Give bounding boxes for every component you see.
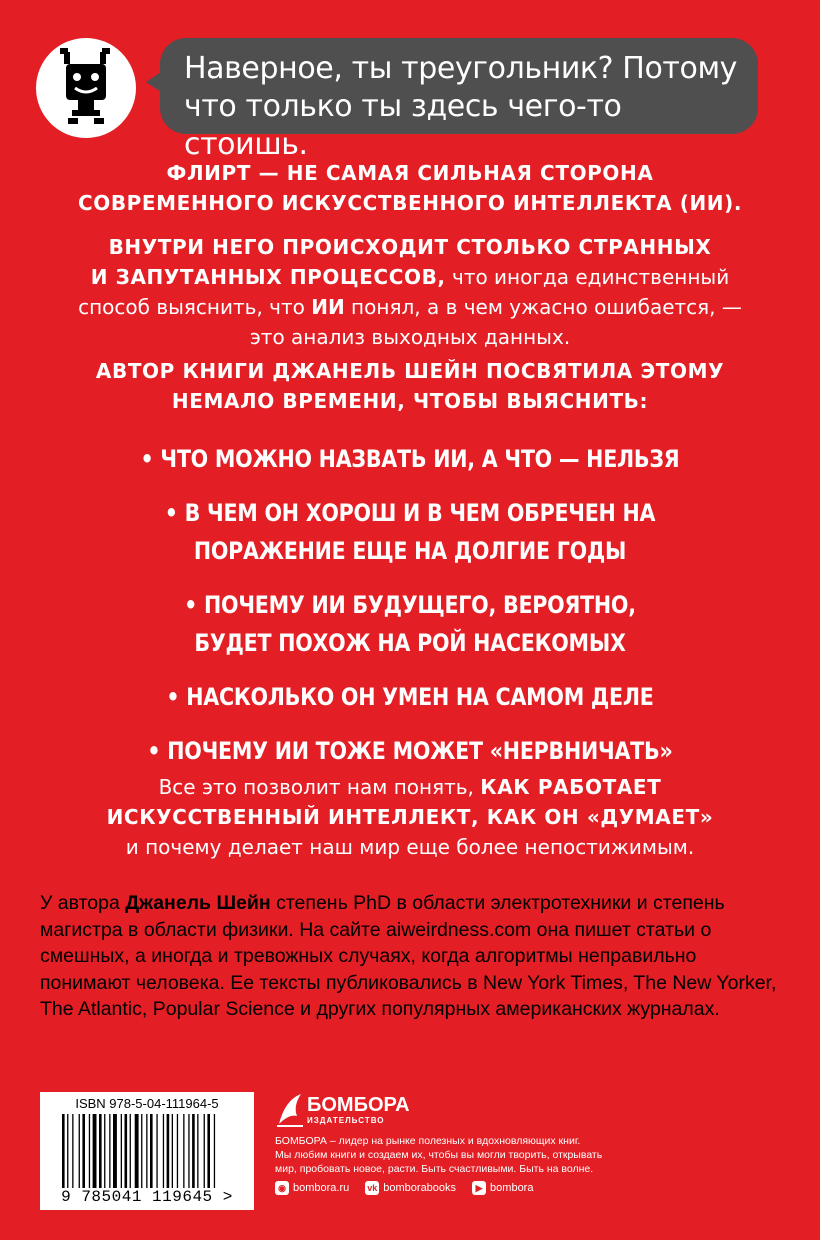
barcode-bar [121,1114,122,1188]
conclusion-line-1-bold: КАК РАБОТАЕТ [480,775,662,799]
bubble-line-2: что только ты здесь чего-то стоишь. [184,89,622,162]
intro-line-2: СОВРЕМЕННОГО ИСКУССТВЕННОГО ИНТЕЛЛЕКТА (ИИ). [77,191,743,215]
barcode-bar [125,1114,128,1188]
barcode-bar [109,1114,110,1188]
barcode-bar [89,1114,90,1188]
barcode-bar [104,1114,105,1188]
barcode-bar [72,1114,73,1188]
barcode-bar [99,1114,102,1188]
bullet-2-line-1: • В ЧЕМ ОН ХОРОШ И В ЧЕМ ОБРЕЧЕН НА [164,499,656,527]
bullet-item [109,732,711,770]
social-vk-label: bomborabooks [383,1182,457,1194]
author-bio [40,890,785,1023]
barcode-digits: 9 785041 119645 > [61,1188,233,1206]
social-website-label: bombora.ru [293,1182,350,1194]
intro-line-1: ФЛИРТ — НЕ САМАЯ СИЛЬНАЯ СТОРОНА [166,161,654,185]
publisher-desc-line-3: мир, пробовать новое, расти. Быть счастливыми. Быть на волне. [275,1163,594,1175]
barcode-bar [167,1114,170,1188]
processes-paragraph [30,232,790,352]
bullet-4-line-1: • НАСКОЛЬКО ОН УМЕН НА САМОМ ДЕЛЕ [166,683,654,711]
bombora-logo-icon [275,1090,305,1128]
processes-bold-line-2: И ЗАПУТАННЫХ ПРОЦЕССОВ, [90,265,446,289]
vk-icon: vk [367,1183,378,1193]
processes-line-3-part-1: способ выяснить, что [78,295,312,319]
processes-line-2 [30,262,790,292]
barcode-bar [204,1114,205,1188]
publisher-desc-line-2: Мы любим книги и создаем их, чтобы вы могли творить, открывать [275,1149,603,1161]
publisher-subtitle: ИЗДАТЕЛЬСТВО [307,1116,385,1125]
barcode-bar [192,1114,195,1188]
barcode-bars [62,1114,232,1188]
youtube-telegram-icon: ▶ [472,1181,486,1195]
bullet-1-line-1: • ЧТО МОЖНО НАЗВАТЬ ИИ, А ЧТО — НЕЛЬЗЯ [140,445,680,473]
isbn-text: ISBN 978-5-04-111964-5 [75,1096,219,1111]
processes-line-3-part-2: понял, а в чем ужасно ошибается, — [344,295,742,319]
barcode-bar [146,1114,147,1188]
bullet-item [109,440,711,478]
barcode-bar [67,1114,68,1188]
publisher-name: БОМБОРА [307,1094,410,1116]
bubble-line-1: Наверное, ты треугольник? Потому [184,51,738,86]
social-bombora-label: bombora [490,1182,534,1194]
processes-bold-line-1: ВНУТРИ НЕГО ПРОИСХОДИТ СТОЛЬКО СТРАННЫХ [108,235,712,259]
processes-line-4: это анализ выходных данных. [249,325,571,349]
conclusion-line-1 [30,772,790,802]
web-icon: ◉ [275,1181,289,1195]
barcode-bar [188,1114,189,1188]
publisher-desc-line-1: БОМБОРА – лидер на рынке полезных и вдохновляющих книг. [275,1135,581,1147]
speech-bubble [160,38,758,162]
social-links [275,1180,795,1196]
processes-line-3 [30,292,790,322]
barcode-bar [113,1114,117,1188]
publisher-description [275,1134,795,1176]
barcode-box [40,1092,254,1210]
bullet-list [60,440,760,786]
author-line-2: НЕМАЛО ВРЕМЕНИ, ЧТОБЫ ВЫЯСНИТЬ: [171,389,649,413]
intro-paragraph [30,158,790,218]
processes-line-3-bold: ИИ [311,295,345,319]
barcode-bar [141,1114,142,1188]
barcode-bar [177,1114,178,1188]
bullet-item [109,494,711,570]
processes-rest-line-2: что иногда единственный [445,265,730,289]
barcode-bar [163,1114,164,1188]
barcode-bar [93,1114,97,1188]
barcode-bar [150,1114,153,1188]
barcode-bar [130,1114,131,1188]
bullet-item [109,586,711,662]
barcode-bar [207,1114,210,1188]
social-vk[interactable] [365,1181,456,1195]
bio-author-name: Джанель Шейн [125,892,271,914]
barcode-bar [156,1114,157,1188]
barcode-bar [183,1114,184,1188]
bullet-5-line-1: • ПОЧЕМУ ИИ ТОЖЕ МОЖЕТ «НЕРВНИЧАТЬ» [147,737,673,765]
robot-avatar [36,38,136,138]
bullet-3-line-1: • ПОЧЕМУ ИИ БУДУЩЕГО, ВЕРОЯТНО, [184,591,636,619]
conclusion-paragraph [30,772,790,862]
bullet-3-line-2: БУДЕТ ПОХОЖ НА РОЙ НАСЕКОМЫХ [194,629,626,657]
robot-icon [36,38,136,138]
bio-prefix: У автора [40,892,126,914]
bullet-item [109,678,711,716]
social-website[interactable] [275,1181,349,1195]
conclusion-line-3: и почему делает наш мир еще более непостижимым. [125,835,695,859]
social-youtube-telegram[interactable] [472,1181,533,1195]
barcode-bar [62,1114,65,1188]
barcode-bar [135,1114,139,1188]
conclusion-line-2: ИСКУССТВЕННЫЙ ИНТЕЛЛЕКТ, КАК ОН «ДУМАЕТ» [106,805,714,829]
conclusion-line-1-part-1: Все это позволит нам понять, [158,775,481,799]
author-line-1: АВТОР КНИГИ ДЖАНЕЛЬ ШЕЙН ПОСВЯТИЛА ЭТОМУ [95,359,725,383]
bio-text: степень PhD в области электротехники и степень магистра в области физики. На сайте aiweirdness.com она пишет статьи о смешных, а иногда и тревожных случаях, когда алгоритмы неправильно понимают человека. Ее тексты публиковались в New York Times, The New Yorker, The Atlantic, Popular Science и других популярных американских журналах. [40,892,777,1020]
barcode-bar [172,1114,173,1188]
barcode-bar [197,1114,198,1188]
author-paragraph [30,356,790,416]
barcode-bar [82,1114,85,1188]
barcode-bar [214,1114,215,1188]
bullet-2-line-2: ПОРАЖЕНИЕ ЕЩЕ НА ДОЛГИЕ ГОДЫ [193,537,627,565]
barcode-bar [79,1114,80,1188]
